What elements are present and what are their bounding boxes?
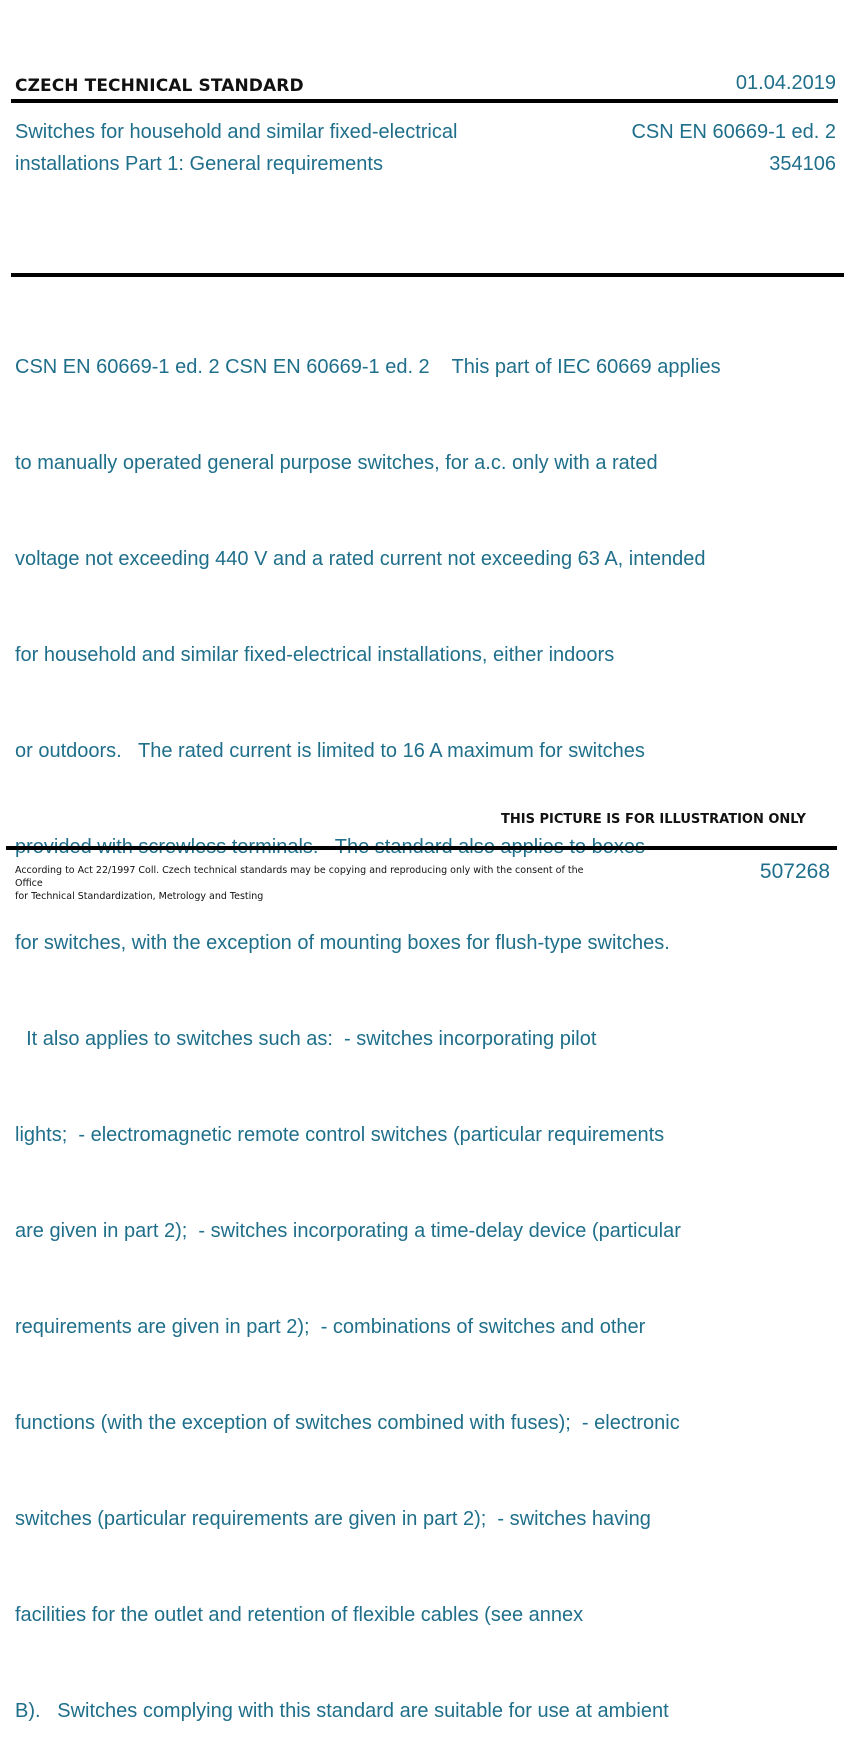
text-line: voltage not exceeding 440 V and a rated current not exceeding 63 A, intended: [15, 548, 706, 570]
text-line: for switches, with the exception of mounting boxes for flush-type switches.: [15, 932, 670, 954]
text-line: CSN EN 60669-1 ed. 2 CSN EN 60669-1 ed. 2 This part of IEC 60669 applies: [15, 356, 721, 378]
document-number: 507268: [759, 860, 830, 883]
legal-notice: [15, 864, 585, 903]
standard-subject: [15, 116, 535, 180]
standard-code: CSN EN 60669-1 ed. 2: [631, 121, 836, 143]
text-line: requirements are given in part 2); - combinations of switches and other: [15, 1316, 646, 1338]
standard-identifiers: [631, 116, 836, 180]
header-divider: [11, 99, 838, 103]
text-line: lights; - electromagnetic remote control switches (particular requirements: [15, 1124, 665, 1146]
footer-divider: [6, 846, 837, 850]
section-divider: [11, 273, 844, 277]
subject-line: installations Part 1: General requirements: [15, 153, 383, 175]
text-line: switches (particular requirements are given in part 2); - switches having: [15, 1508, 651, 1530]
publication-date: 01.04.2019: [735, 72, 836, 94]
legal-line: for Technical Standardization, Metrology and Testing: [15, 891, 264, 902]
standard-description: [15, 287, 785, 1759]
catalog-number: 354106: [769, 153, 836, 175]
legal-line: According to Act 22/1997 Coll. Czech technical standards may be copying and reproducing only with the consent of the Office: [15, 865, 584, 889]
text-line: It also applies to switches such as: - switches incorporating pilot: [15, 1028, 597, 1050]
text-line: functions (with the exception of switches combined with fuses); - electronic: [15, 1412, 680, 1434]
text-line: or outdoors. The rated current is limited to 16 A maximum for switches: [15, 740, 645, 762]
illustration-note: THIS PICTURE IS FOR ILLUSTRATION ONLY: [501, 812, 806, 827]
text-line: B). Switches complying with this standard are suitable for use at ambient: [15, 1700, 669, 1722]
text-line: are given in part 2); - switches incorporating a time-delay device (particular: [15, 1220, 681, 1242]
text-line: for household and similar fixed-electrical installations, either indoors: [15, 644, 615, 666]
text-line: to manually operated general purpose switches, for a.c. only with a rated: [15, 452, 658, 474]
subject-line: Switches for household and similar fixed-electrical: [15, 121, 458, 143]
standard-type-heading: CZECH TECHNICAL STANDARD: [15, 76, 304, 96]
text-line: facilities for the outlet and retention of flexible cables (see annex: [15, 1604, 584, 1626]
